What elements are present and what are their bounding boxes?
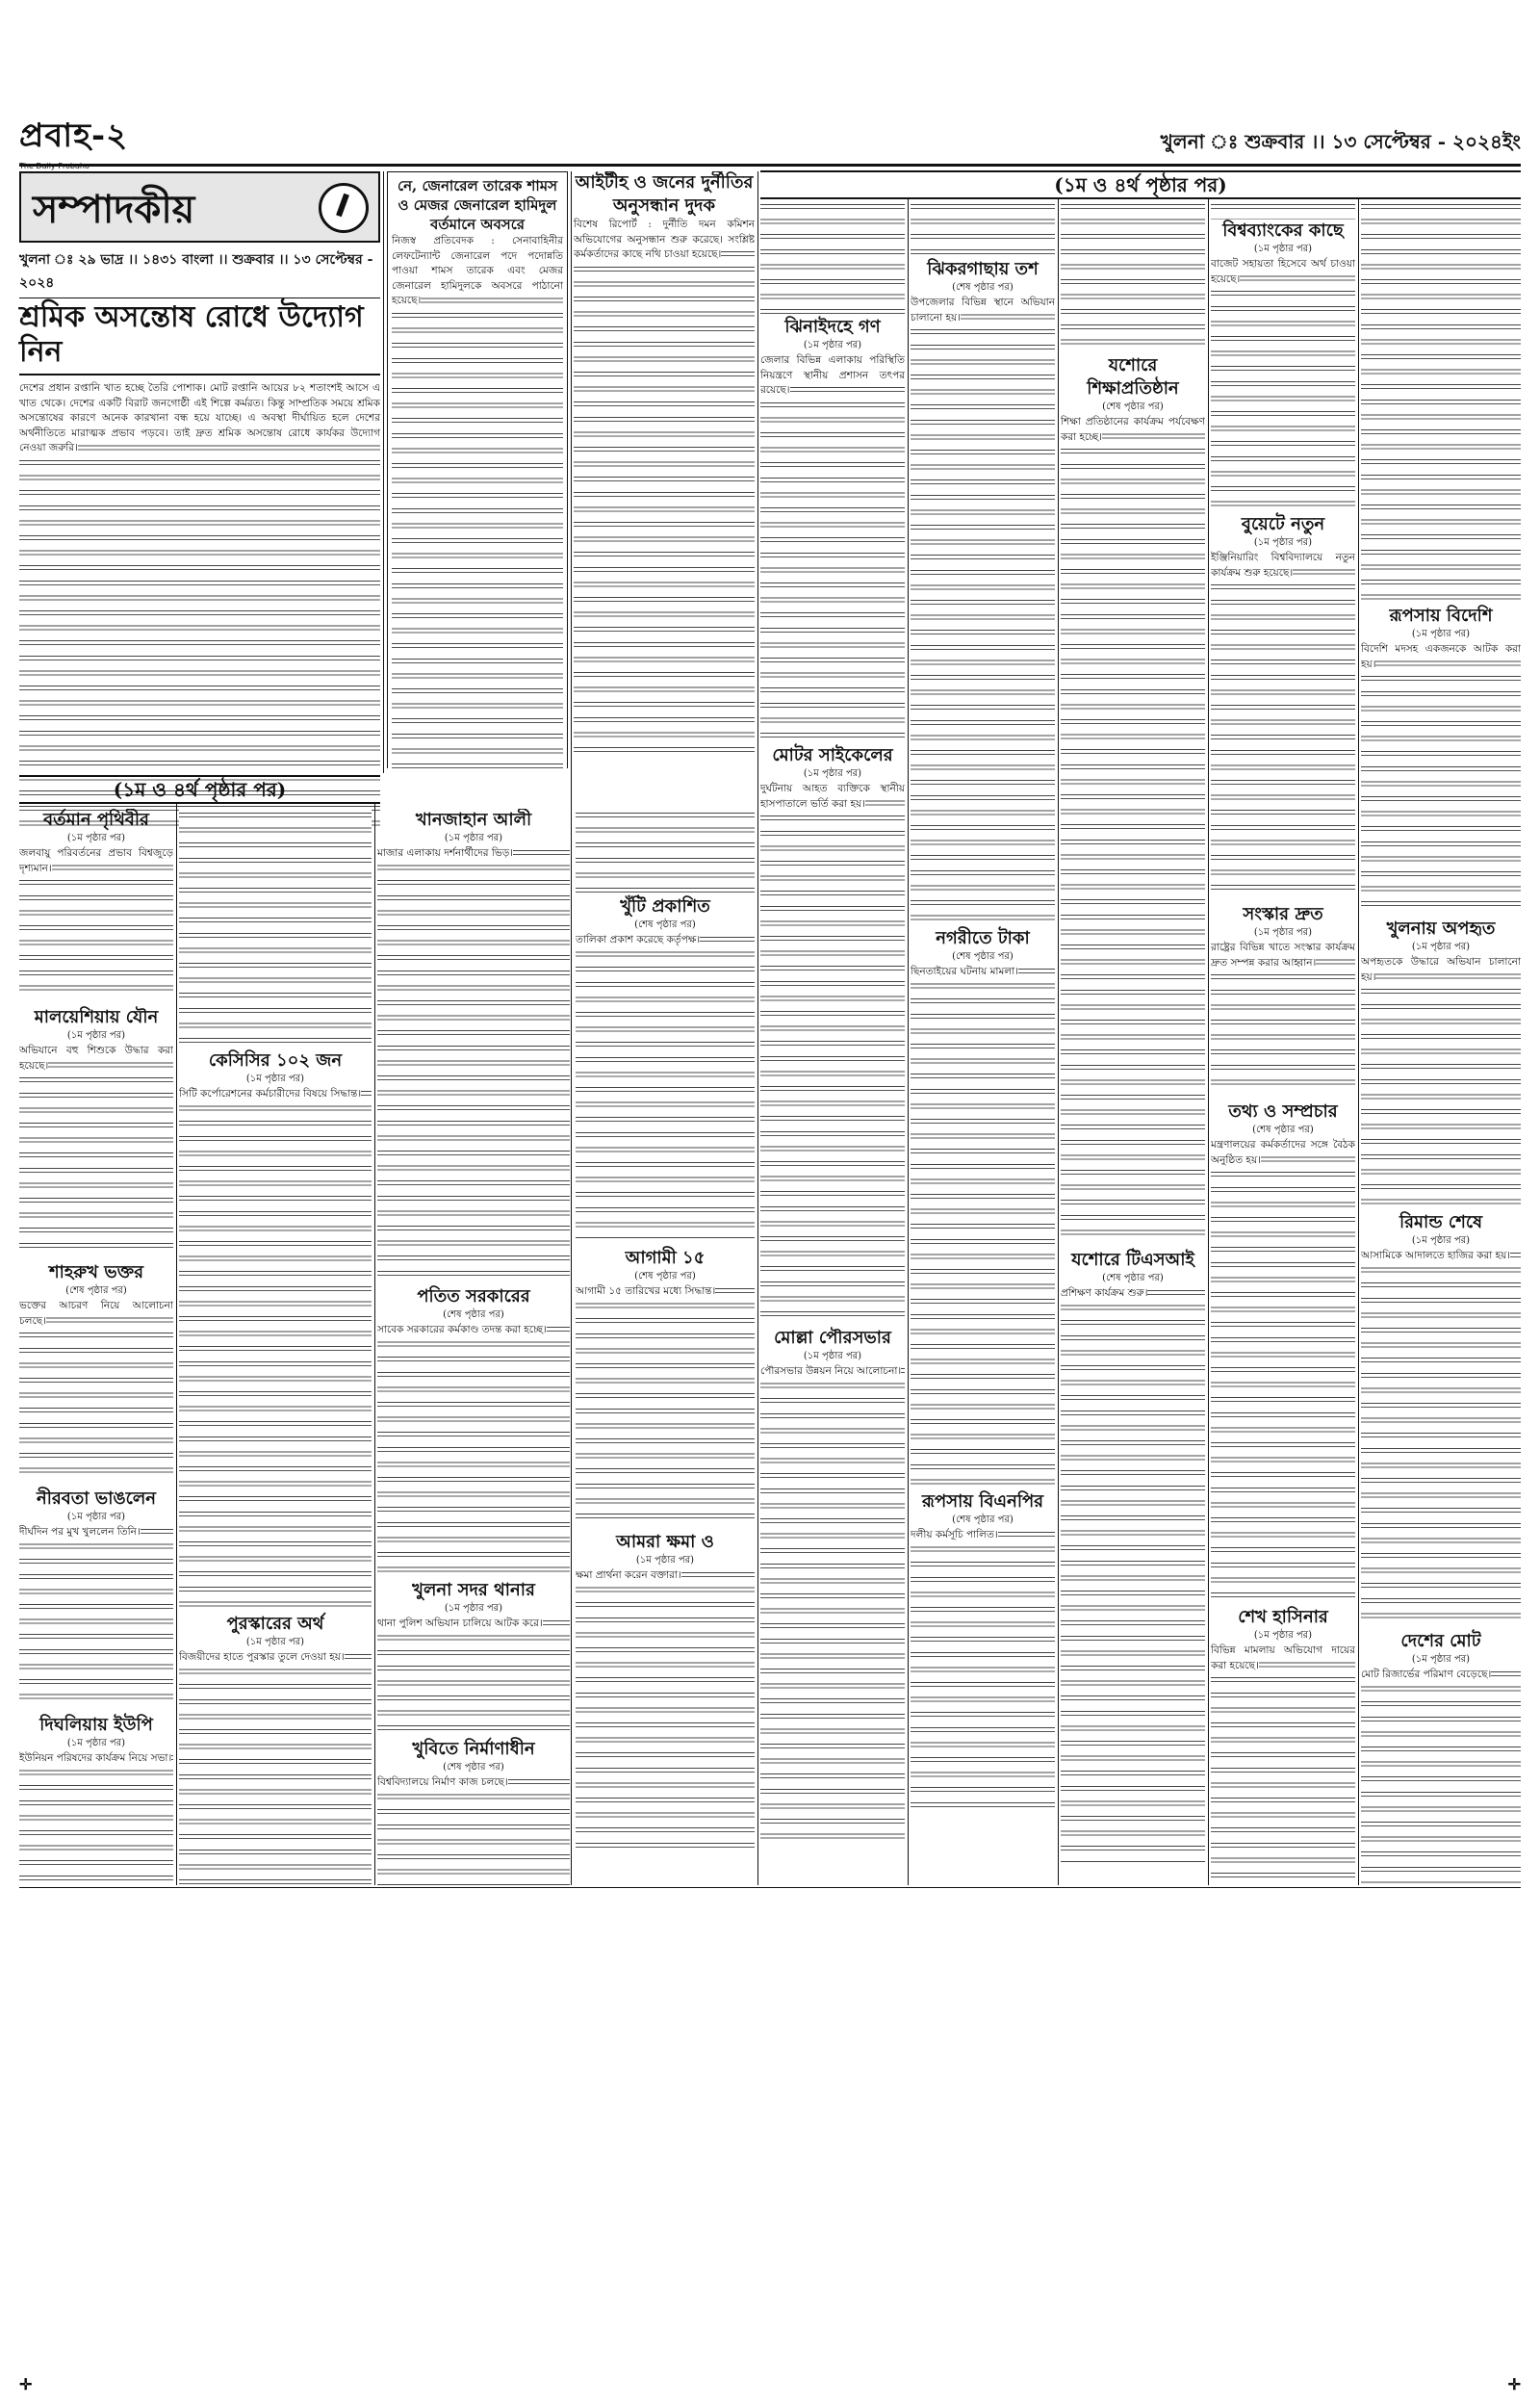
column-bottom-1 [19,809,173,1887]
story-continuation: (১ম পৃষ্ঠার পর) [245,1074,305,1084]
story-body: পৌরসভার উন্নয়ন নিয়ে আলোচনা। [760,1364,905,1846]
story-body: বিজয়ীদের হাতে পুরস্কার তুলে দেওয়া হয়। [179,1650,372,1887]
column-rule [908,197,909,1885]
continuation-banner-left: (১ম ও ৪র্থ পৃষ্ঠার পর) [19,775,380,804]
story-continuation: (১ম পৃষ্ঠার পর) [1411,1235,1471,1246]
story-block [576,895,755,1241]
story-body: বিশেষ রিপোর্ট : দুর্নীতি দমন কমিশন অভিযোগের অনুসন্ধান শুরু করেছে। সংশ্লিষ্ট কর্মকর্তাদের কাছে নথি চাওয়া হয়েছে। [574,218,755,757]
story-continuation: (১ম পৃষ্ঠার পর) [444,1603,503,1614]
story-body: মন্ত্রণালয়ের কর্মকর্তাদের সঙ্গে বৈঠক অনুষ্ঠিত হয়। [1211,1138,1355,1600]
story-headline: বিশ্বব্যাংকের কাছে [1222,220,1344,241]
story-body: থানা পুলিশ অভিযান চালিয়ে আটক করে। [377,1617,570,1732]
story-continuation: (শেষ পৃষ্ঠার পর) [952,282,1014,293]
story-continuation: (১ম পৃষ্ঠার পর) [803,340,862,350]
story-body: উপজেলার বিভিন্ন স্থানে অভিযান চালানো হয়। [911,296,1055,921]
story-body [179,809,372,1049]
story-body: প্রশিক্ষণ কার্যক্রম শুরু। [1061,1286,1205,1864]
story-headline: যশোরে টিএসআই [1071,1250,1194,1270]
masthead [19,111,1521,168]
story-headline: আমরা ক্ষমা ও [616,1532,714,1552]
story-body: দলীয় কর্মসূচি পালিত। [911,1528,1055,1817]
column-bottom-3 [377,809,570,1887]
story-body [1211,200,1355,220]
story-headline: সংস্কার দ্রুত [1243,904,1323,924]
story-block [1361,605,1521,912]
story-headline: পতিত সরকারের [417,1286,530,1307]
story-continuation: (শেষ পৃষ্ঠার পর) [1252,1125,1314,1135]
newspaper-logo [19,111,128,170]
story-continuation: (শেষ পৃষ্ঠার পর) [1102,401,1164,412]
continuation-banner-top: (১ম ও ৪র্থ পৃষ্ঠার পর) [760,170,1521,199]
editorial-header [19,171,380,243]
column-rule [383,171,384,773]
story-continuation: (১ম পৃষ্ঠার পর) [66,833,126,843]
story-body: বিদেশি মদসহ একজনকে আটক করা হয়। [1361,642,1521,912]
story-continuation: (১ম পৃষ্ঠার পর) [66,1030,126,1041]
story-body: সাবেক সরকারের কর্মকাণ্ড তদন্ত করা হচ্ছে। [377,1323,570,1573]
story-headline: নীরবতা ভাঙলেন [36,1488,157,1509]
story-continuation: (১ম পৃষ্ঠার পর) [444,833,503,843]
story-headline: মোল্লা পৌরসভার [774,1328,891,1348]
column-top-6 [1211,200,1355,1885]
story-block [179,1613,372,1887]
story-body: রাষ্ট্রের বিভিন্ন খাতে সংস্কার কার্যক্রম দ্রুত সম্পন্ন করার আহ্বান। [1211,941,1355,1095]
story-continuation: (১ম পৃষ্ঠার পর) [245,1637,305,1647]
story-body: অভিযানে বহু শিশুকে উদ্ধার করা হয়েছে। [19,1044,173,1255]
story-block [19,1006,173,1255]
story-block [1061,1249,1205,1864]
story-continuation: (শেষ পৃষ্ঠার পর) [1102,1273,1164,1283]
story-block [576,1531,755,1857]
story-body [1061,200,1205,354]
column-top-1 [387,171,568,768]
story-headline: তথ্য ও সম্প্রচার [1228,1101,1338,1122]
story-body [760,200,905,316]
story-block [911,1490,1055,1817]
story-block [576,1247,755,1525]
story-continuation: (১ম পৃষ্ঠার পর) [635,1555,695,1566]
editorial-headline: শ্রমিক অসন্তোষ রোধে উদ্যোগ নিন [19,300,380,375]
story-headline: আগামী ১৫ [625,1248,706,1268]
story-headline: বর্তমান পৃথিবীর [43,810,149,830]
story-body: নিজস্ব প্রতিবেদক : সেনাবাহিনীর লেফটেন্যান্ট জেনারেল পদে পদোন্নতি পাওয়া শামস তারেক এবং মেজর জেনারেল হামিদুলকে অবসরে পাঠানো হয়েছে। [392,234,563,768]
story-headline: রূপসায় বিএনপির [921,1491,1044,1512]
story-block [1211,1606,1355,1885]
story-body: দীর্ঘদিন পর মুখ খুললেন তিনি। [19,1525,173,1708]
story-block [574,171,755,757]
story-body: মাজার এলাকায় দর্শনার্থীদের ভিড়। [377,846,570,1280]
masthead-rule [19,164,1521,167]
column-bottom-4 [576,809,755,1887]
story-body: জলবায়ু পরিবর্তনের প্রভাব বিশ্বজুড়ে দৃশ্যমান। [19,846,173,1000]
story-block [760,1327,905,1846]
story-block [1211,513,1355,897]
story-block [19,1261,173,1482]
registration-mark-left: ✛ [19,2375,33,2394]
story-block [1211,1100,1355,1600]
story-body: বিভিন্ন মামলায় অভিযোগ দায়ের করা হয়েছে। [1211,1643,1355,1885]
story-headline: খুঁটি প্রকাশিত [620,896,710,917]
story-headline: ঝিনাইদহে গণ [784,317,881,337]
story-continuation: (শেষ পৃষ্ঠার পর) [443,1309,504,1320]
column-top-5 [1061,200,1205,1885]
story-block [1211,220,1355,507]
story-continuation: (১ম পৃষ্ঠার পর) [1253,927,1313,938]
story-body: অপহৃতকে উদ্ধারে অভিযান চালানো হয়। [1361,955,1521,1205]
story-headline: আইটীহ ও জনের দুর্নীতির অনুসন্ধান দুদক [575,172,754,216]
story-continuation: (১ম পৃষ্ঠার পর) [66,1512,126,1522]
story-block [377,1738,570,1887]
editorial-date: খুলনা ঃ ২৯ ভাদ্র ।। ১৪৩১ বাংলা ।। শুক্রবার ।। ১৩ সেপ্টেম্বর - ২০২৪ [19,248,380,298]
story-continuation: (১ম পৃষ্ঠার পর) [1253,244,1313,254]
story-headline: বুয়েটে নতুন [1241,514,1325,534]
column-top-2 [574,171,755,768]
story-block [1361,1211,1521,1624]
story-body: মোট রিজার্ভের পরিমাণ বেড়েছে। [1361,1668,1521,1885]
story-block [760,744,905,1321]
story-continuation: (শেষ পৃষ্ঠার পর) [952,951,1014,962]
editorial-title: সম্পাদকীয় [33,187,195,232]
story-block [179,1049,372,1607]
story-block [19,809,173,1000]
story-body [911,200,1055,258]
column-rule [757,171,758,1885]
page-bottom-rule [19,1887,1521,1888]
story-block [19,1488,173,1708]
story-headline: ঝিকরগাছায় তশ [927,259,1039,279]
story-body: সিটি কর্পোরেশনের কর্মচারীদের বিষয়ে সিদ্ধান্ত। [179,1087,372,1607]
story-block [377,1285,570,1573]
story-headline: খুবিতে নির্মাণাধীন [412,1739,535,1759]
story-headline: কেসিসির ১০২ জন [208,1050,343,1071]
registration-mark-right: ✛ [1507,2375,1521,2394]
column-top-7 [1361,200,1521,1885]
story-headline: মোটর সাইকেলের [772,745,893,765]
column-bottom-2 [179,809,372,1887]
story-headline: শেখ হাসিনার [1238,1607,1328,1627]
editorial-body-text: দেশের প্রধান রপ্তানি খাত হচ্ছে তৈরি পোশাক। মোট রপ্তানি আয়ের ৮২ শতাংশই আসে এ খাত থেকে। দেশের একটি বিরাট জনগোষ্ঠী এই শিল্পে কর্মরত। কিন্তু সাম্প্রতিক সময়ে শ্রমিক অসন্তোষের কারণে অনেক কারখানা বন্ধ হয়ে যাচ্ছে। এ অবস্থা দীর্ঘায়িত হলে দেশের অর্থনীতিতে মারাত্মক প্রভাব পড়বে। তাই দ্রুত শ্রমিক অসন্তোষ রোধে কার্যকর উদ্যোগ নেওয়া জরুরি। [19,382,380,454]
story-continuation: (১ম পৃষ্ঠার পর) [1411,942,1471,952]
story-body: বিশ্ববিদ্যালয়ে নির্মাণ কাজ চলছে। [377,1775,570,1887]
story-body: শিক্ষা প্রতিষ্ঠানের কার্যক্রম পর্যবেক্ষণ করা হচ্ছে। [1061,415,1205,1243]
story-body: আগামী ১৫ তারিখের মধ্যে সিদ্ধান্ত। [576,1284,755,1525]
story-headline: খুলনায় অপহৃত [1386,919,1496,939]
column-rule [176,804,177,1885]
editorial-body [19,381,380,834]
story-body: ক্ষমা প্রার্থনা করেন বক্তারা। [576,1568,755,1857]
column-rule [1058,197,1059,1885]
story-headline: নে, জেনারেল তারেক শামস ও মেজর জেনারেল হামিদুল বর্তমানে অবসরে [397,177,558,233]
editorial-section [19,171,380,768]
story-continuation: (শেষ পৃষ্ঠার পর) [634,1271,696,1281]
column-top-4 [911,200,1055,1885]
story-body: বাজেট সহায়তা হিসেবে অর্থ চাওয়া হয়েছে। [1211,257,1355,507]
story-body: ভক্তের আচরণ নিয়ে আলোচনা চলছে। [19,1299,173,1482]
story-headline: মালয়েশিয়ায় যৌন [34,1007,159,1027]
story-continuation: (১ম পৃষ্ঠার পর) [1253,537,1313,548]
story-continuation: (১ম পৃষ্ঠার পর) [1411,629,1471,639]
story-body: ছিনতাইয়ের ঘটনায় মামলা। [911,965,1055,1485]
story-block [911,258,1055,921]
column-rule [1208,197,1209,1885]
story-body: ইউনিয়ন পরিষদের কার্যক্রম নিয়ে সভা। [19,1751,173,1887]
story-headline: শাহরুখ ভক্তর [48,1262,144,1282]
story-body: আসামিকে আদালতে হাজির করা হয়। [1361,1249,1521,1624]
story-block [377,1579,570,1732]
story-continuation: (১ম পৃষ্ঠার পর) [1411,1654,1471,1665]
story-headline: রূপসায় বিদেশি [1389,606,1493,626]
story-continuation: (১ম পৃষ্ঠার পর) [1253,1630,1313,1641]
pen-icon [319,183,369,233]
story-body: ইঞ্জিনিয়ারিং বিশ্ববিদ্যালয়ে নতুন কার্যক্রম শুরু হয়েছে। [1211,551,1355,897]
story-block [1061,354,1205,1243]
story-block [19,1714,173,1887]
story-continuation: (শেষ পৃষ্ঠার পর) [443,1762,504,1773]
column-rule [1358,197,1359,1885]
dateline: খুলনা ঃ শুক্রবার ।। ১৩ সেপ্টেম্বর - ২০২৪ইং [1160,130,1521,153]
story-headline: খানজাহান আলী [415,810,532,830]
story-body: জেলার বিভিন্ন এলাকায় পরিস্থিতি নিয়ন্ত্রণে স্থানীয় প্রশাসন তৎপর রয়েছে। [760,353,905,738]
story-block [377,809,570,1280]
story-headline: নগরীতে টাকা [936,928,1030,948]
story-body [1361,200,1521,605]
story-continuation: (১ম পৃষ্ঠার পর) [66,1738,126,1748]
column-rule [571,171,572,1885]
story-block [1361,918,1521,1205]
story-block [760,316,905,738]
column-rule [374,804,375,1885]
story-headline: পুরস্কারের অর্থ [226,1614,324,1634]
story-continuation: (১ম পৃষ্ঠার পর) [803,1351,862,1361]
story-block [911,927,1055,1485]
story-body: তালিকা প্রকাশ করেছে কর্তৃপক্ষ। [576,933,755,1241]
story-continuation: (শেষ পৃষ্ঠার পর) [952,1514,1014,1525]
story-body [576,809,755,895]
story-headline: দিঘলিয়ায় ইউপি [39,1715,153,1735]
story-continuation: (শেষ পৃষ্ঠার পর) [65,1285,127,1296]
column-top-3 [760,200,905,1885]
story-continuation: (শেষ পৃষ্ঠার পর) [634,919,696,930]
story-continuation: (১ম পৃষ্ঠার পর) [803,768,862,779]
logo-text: প্রবাহ-২ [19,116,129,155]
story-headline: রিমান্ড শেষে [1399,1212,1482,1232]
story-headline: দেশের মোট [1400,1631,1481,1651]
story-headline: খুলনা সদর থানার [412,1580,535,1600]
story-body: দুর্ঘটনায় আহত ব্যক্তিকে স্থানীয় হাসপাতালে ভর্তি করা হয়। [760,782,905,1321]
story-block [387,171,568,768]
story-block [1211,903,1355,1095]
story-block [1361,1630,1521,1885]
story-headline: যশোরে শিক্ষাপ্রতিষ্ঠান [1087,355,1179,399]
